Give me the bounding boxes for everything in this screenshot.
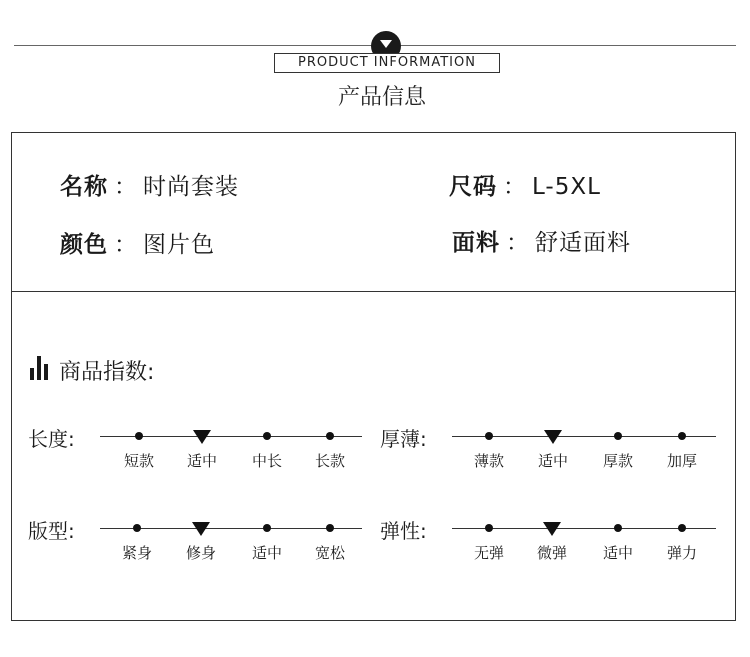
scale-dot xyxy=(614,524,622,532)
scale-option: 无弹 xyxy=(473,544,504,562)
scale-dot xyxy=(678,432,686,440)
scale-label: 版型: xyxy=(28,519,75,543)
info-color xyxy=(60,226,215,259)
info-colon: ： xyxy=(114,174,137,200)
scale-option: 宽松 xyxy=(314,544,345,562)
scale-dot xyxy=(263,432,271,440)
scale-dot xyxy=(614,432,622,440)
scale-label: 长度: xyxy=(28,427,75,451)
info-size xyxy=(449,168,601,201)
scale-option: 短款 xyxy=(123,452,154,470)
info-fabric xyxy=(452,224,631,257)
scale-dot xyxy=(678,524,686,532)
stats-title: 商品指数: xyxy=(59,360,155,385)
info-colon: ： xyxy=(114,232,137,258)
scale-option: 修身 xyxy=(185,544,216,562)
scale-option: 适中 xyxy=(537,452,568,470)
scale-option: 适中 xyxy=(186,452,217,470)
scale-option: 长款 xyxy=(314,452,345,470)
selected-marker-icon xyxy=(543,522,561,536)
scale-option: 弹力 xyxy=(666,544,697,562)
scale-option: 适中 xyxy=(251,544,282,562)
scale-option: 薄款 xyxy=(473,452,504,470)
scale-label: 弹性: xyxy=(380,519,427,543)
info-fabric-key: 面料 xyxy=(452,230,500,256)
scale-option: 适中 xyxy=(602,544,633,562)
info-box xyxy=(11,132,736,292)
selected-marker-icon xyxy=(193,430,211,444)
scale-label: 厚薄: xyxy=(380,427,427,451)
info-colon: ： xyxy=(506,230,529,256)
bar-chart-icon xyxy=(30,354,56,380)
info-name-key: 名称 xyxy=(60,174,108,200)
scale-dot xyxy=(135,432,143,440)
scale-dot xyxy=(485,524,493,532)
scale-dot xyxy=(133,524,141,532)
scale-option: 微弹 xyxy=(536,544,567,562)
scale-option: 加厚 xyxy=(666,452,697,470)
scale-option: 中长 xyxy=(251,452,282,470)
info-colon: ： xyxy=(503,174,526,200)
page-title: 产品信息 xyxy=(337,85,426,110)
section-badge: PRODUCT INFORMATION xyxy=(274,53,500,73)
scale-dot xyxy=(485,432,493,440)
scale-dot xyxy=(326,432,334,440)
selected-marker-icon xyxy=(192,522,210,536)
info-color-value: 图片色 xyxy=(143,232,215,258)
info-size-value: L-5XL xyxy=(532,174,601,200)
info-color-key: 颜色 xyxy=(60,232,108,258)
info-fabric-value: 舒适面料 xyxy=(535,230,631,256)
scale-dot xyxy=(263,524,271,532)
info-name-value: 时尚套装 xyxy=(143,174,239,200)
info-size-key: 尺码 xyxy=(449,174,497,200)
info-name xyxy=(60,168,239,201)
scale-dot xyxy=(326,524,334,532)
scale-option: 紧身 xyxy=(121,544,152,562)
selected-marker-icon xyxy=(544,430,562,444)
scale-option: 厚款 xyxy=(602,452,633,470)
